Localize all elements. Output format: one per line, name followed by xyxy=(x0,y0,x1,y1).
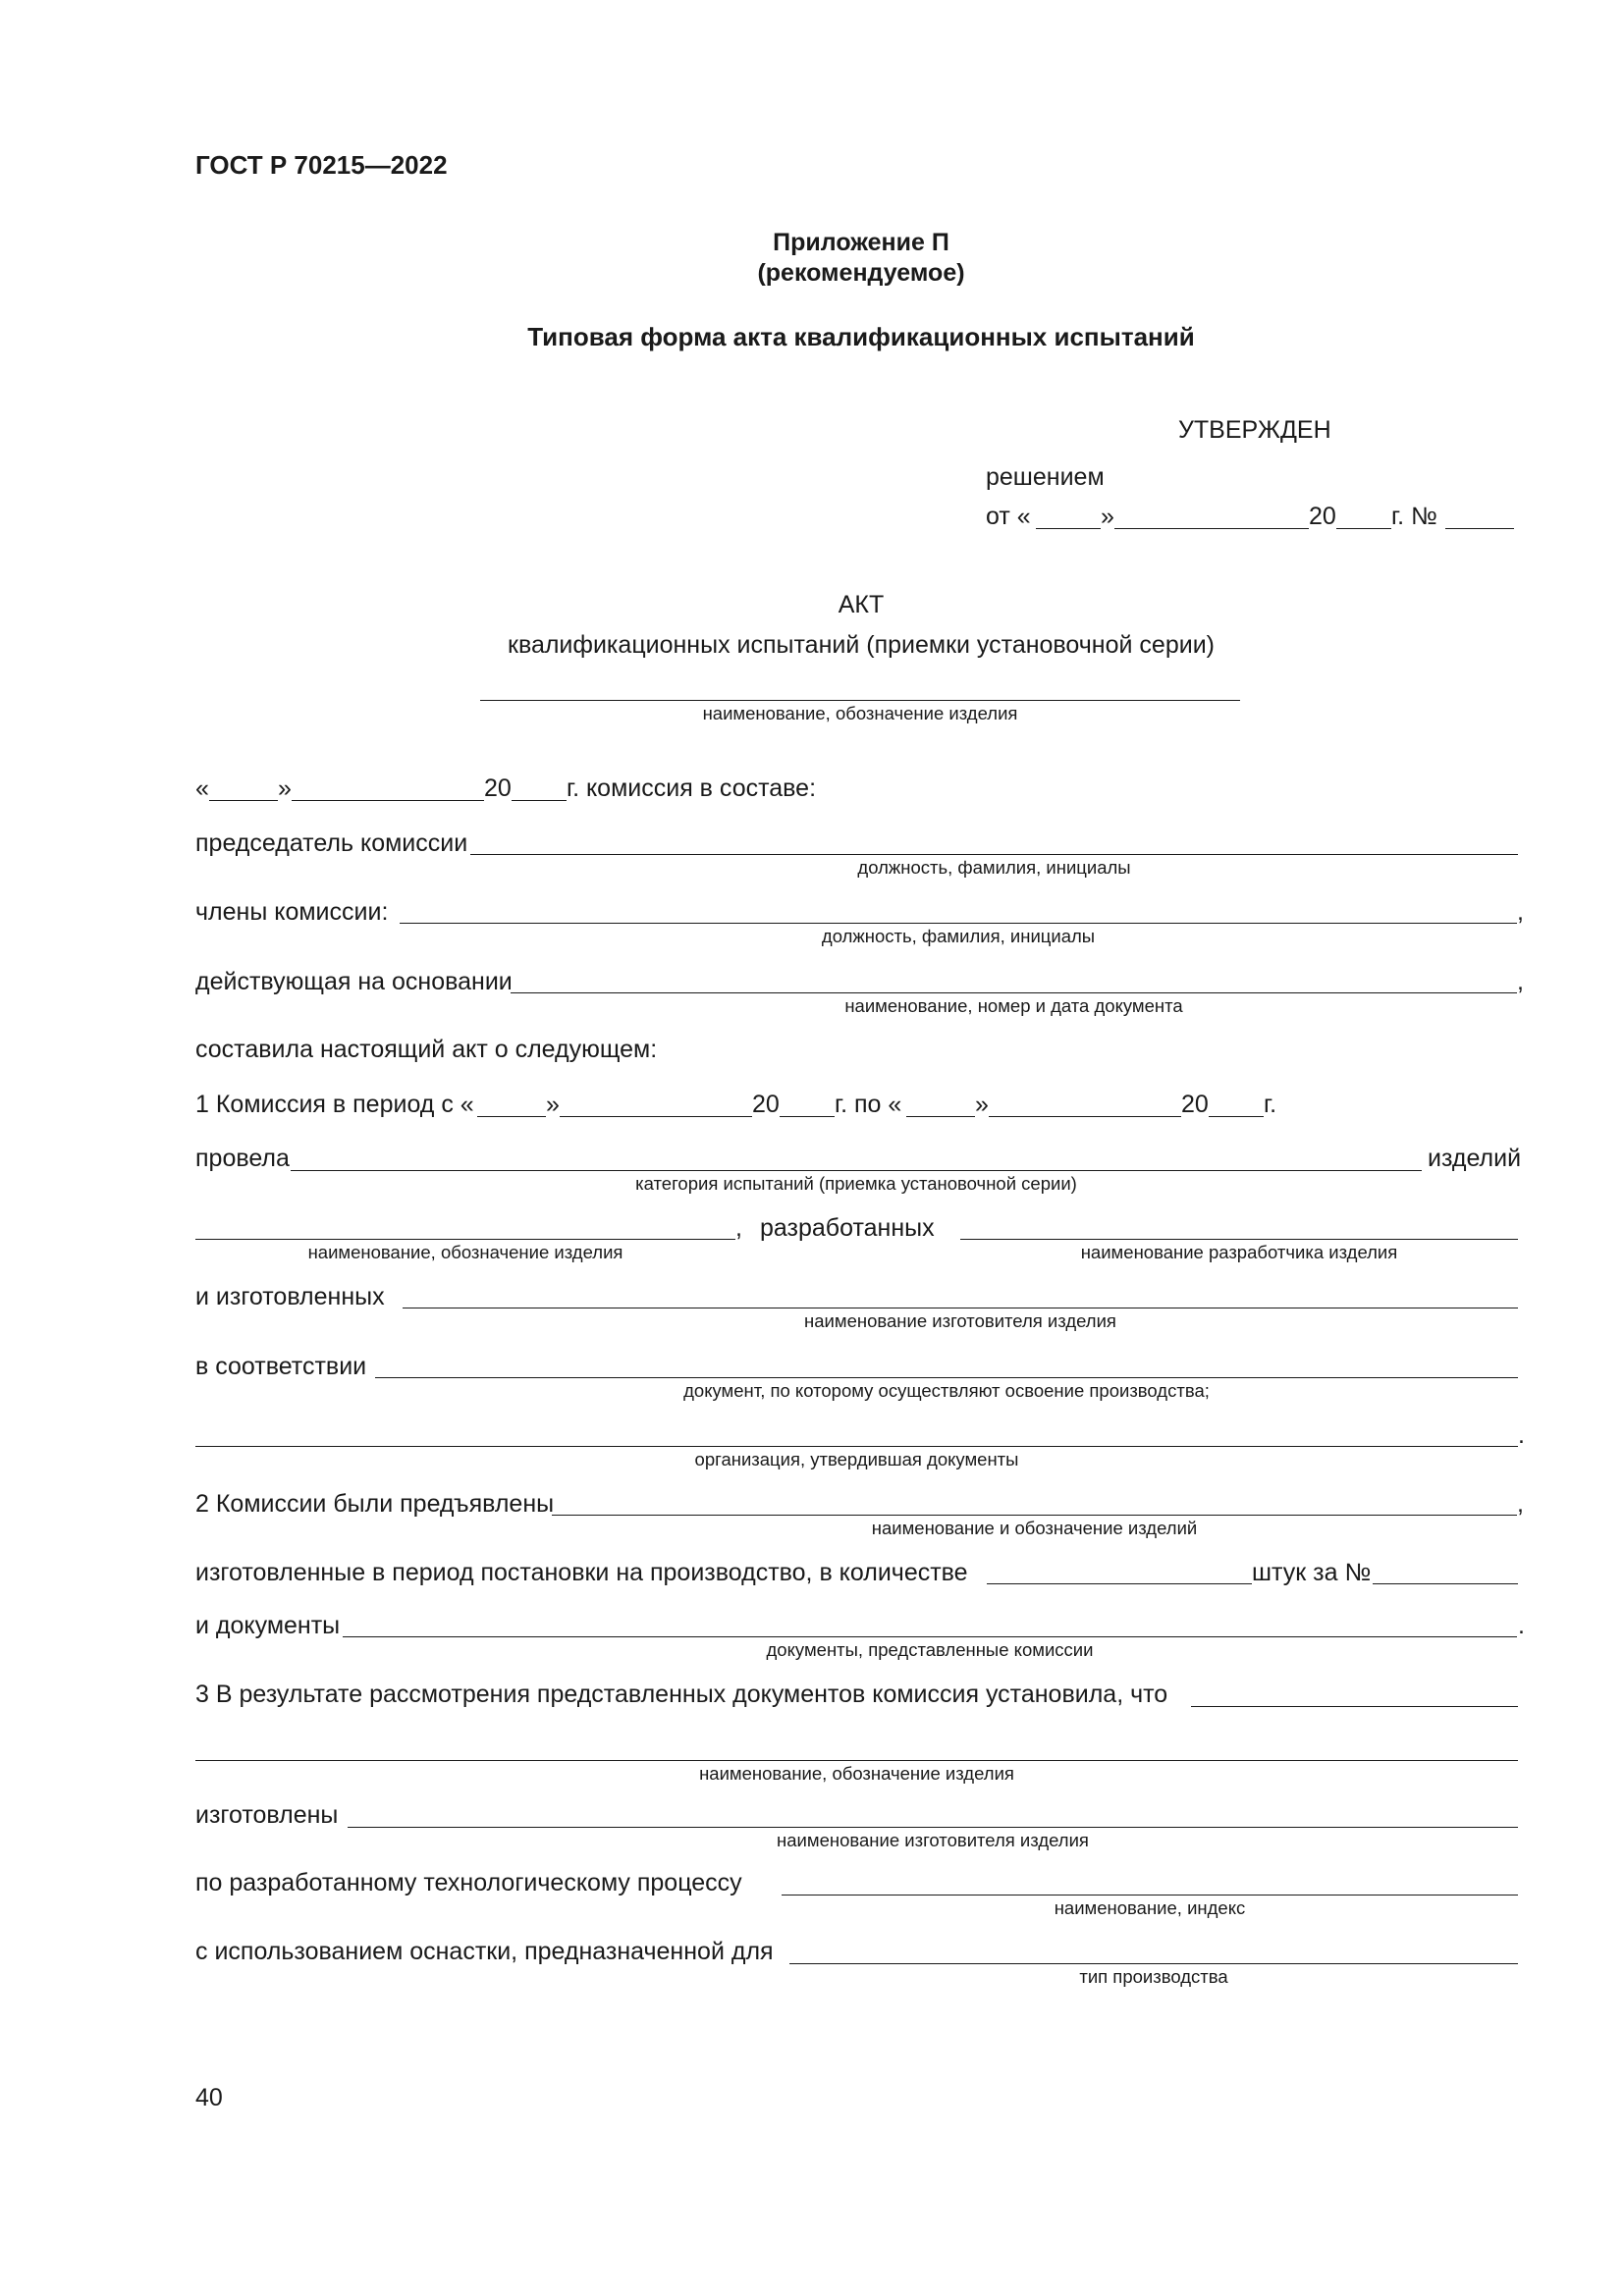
page-number: 40 xyxy=(195,2084,223,2111)
developer-hint: наименование разработчика изделия xyxy=(1080,1242,1398,1262)
p2-comma: , xyxy=(1517,1490,1524,1518)
developer-field[interactable] xyxy=(960,1239,1518,1240)
p1-close1: » xyxy=(546,1091,560,1118)
p2-hint: наименование и обозначение изделий xyxy=(871,1518,1198,1538)
quantity-field[interactable] xyxy=(987,1583,1252,1584)
act-title: АКТ xyxy=(838,591,885,618)
appendix-status: (рекомендуемое) xyxy=(757,259,965,287)
tooling-field[interactable] xyxy=(789,1963,1518,1964)
p1-end: г. xyxy=(1264,1091,1277,1118)
members-hint: должность, фамилия, инициалы xyxy=(821,926,1096,946)
intro-day-field[interactable] xyxy=(209,800,278,801)
accordance-label: в соответствии xyxy=(195,1353,367,1380)
p1-month1-field[interactable] xyxy=(560,1116,752,1117)
approval-number-label: г. № xyxy=(1391,503,1437,530)
process-field[interactable] xyxy=(782,1895,1518,1896)
appendix-title: Приложение П xyxy=(773,229,949,256)
p1-close2: » xyxy=(975,1091,989,1118)
p3-hint: наименование, обозначение изделия xyxy=(699,1763,1014,1784)
document-hint: документ, по которому осуществляют освоение производства; xyxy=(683,1380,1210,1401)
organization-field[interactable] xyxy=(195,1446,1518,1447)
basis-field[interactable] xyxy=(511,992,1517,993)
process-label: по разработанному технологическому процессу xyxy=(195,1869,742,1896)
p1-start: 1 Комиссия в период с « xyxy=(195,1091,474,1118)
docs-field[interactable] xyxy=(343,1636,1517,1637)
p1-day1-field[interactable] xyxy=(477,1116,546,1117)
intro-date-open: « xyxy=(195,774,209,802)
chairman-label: председатель комиссии xyxy=(195,829,468,857)
manufactured-label: и изготовленных xyxy=(195,1283,385,1310)
approval-day-field[interactable] xyxy=(1036,528,1101,529)
basis-comma: , xyxy=(1517,968,1524,995)
p1-month2-field[interactable] xyxy=(989,1116,1181,1117)
p1-year2-field[interactable] xyxy=(1209,1116,1264,1117)
made-field[interactable] xyxy=(348,1827,1518,1828)
made-hint: наименование изготовителя изделия xyxy=(777,1830,1089,1850)
decision-label: решением xyxy=(986,463,1105,491)
organization-dot: . xyxy=(1518,1421,1525,1449)
organization-hint: организация, утвердившая документы xyxy=(694,1449,1019,1469)
intro-year-prefix: 20 xyxy=(484,774,512,802)
intro-tail: г. комиссия в составе: xyxy=(567,774,817,802)
made-label: изготовлены xyxy=(195,1801,339,1829)
p1-year1-prefix: 20 xyxy=(752,1091,780,1118)
chairman-hint: должность, фамилия, инициалы xyxy=(857,857,1131,878)
docs-dot: . xyxy=(1518,1612,1525,1639)
category-hint: категория испытаний (приемка установочной серии) xyxy=(635,1173,1077,1194)
p1-mid: г. по « xyxy=(835,1091,902,1118)
product-field[interactable] xyxy=(195,1239,735,1240)
standard-designation: ГОСТ Р 70215—2022 xyxy=(195,150,448,180)
act-product-field[interactable] xyxy=(480,700,1240,701)
product-hint: наименование, обозначение изделия xyxy=(307,1242,623,1262)
document-field[interactable] xyxy=(375,1377,1518,1378)
p2-field[interactable] xyxy=(552,1515,1517,1516)
and-docs-label: и документы xyxy=(195,1612,341,1639)
tooling-label: с использованием оснастки, предназначенной для xyxy=(195,1938,774,1965)
approval-number-field[interactable] xyxy=(1445,528,1514,529)
p3-product-field[interactable] xyxy=(195,1760,1518,1761)
intro-date-close: » xyxy=(278,774,292,802)
category-field[interactable] xyxy=(291,1170,1422,1171)
form-title: Типовая форма акта квалификационных испытаний xyxy=(527,322,1195,351)
approval-month-field[interactable] xyxy=(1114,528,1309,529)
p1-year1-field[interactable] xyxy=(780,1116,835,1117)
developed-label: разработанных xyxy=(760,1214,935,1242)
intro-month-field[interactable] xyxy=(292,800,484,801)
p2-label: 2 Комиссии были предъявлены xyxy=(195,1490,555,1518)
p3-field[interactable] xyxy=(1191,1706,1518,1707)
members-comma: , xyxy=(1517,898,1524,926)
docs-hint: документы, представленные комиссии xyxy=(766,1639,1094,1660)
items-label: изделий xyxy=(1428,1145,1522,1172)
made-in-period-label: изготовленные в период постановки на производство, в количестве xyxy=(195,1559,968,1586)
act-subtitle: квалификационных испытаний (приемки установочной серии) xyxy=(508,631,1215,659)
conducted-label: провела xyxy=(195,1145,290,1172)
p3-label: 3 В результате рассмотрения представленных документов комиссия установила, что xyxy=(195,1681,1168,1708)
approval-year-field[interactable] xyxy=(1336,528,1391,529)
approval-year-prefix: 20 xyxy=(1309,503,1336,530)
tooling-hint: тип производства xyxy=(1079,1966,1228,1987)
pcs-for-label: штук за № xyxy=(1252,1559,1372,1586)
manufacturer-hint: наименование изготовителя изделия xyxy=(804,1310,1116,1331)
members-field[interactable] xyxy=(400,923,1517,924)
basis-hint: наименование, номер и дата документа xyxy=(844,995,1183,1016)
process-hint: наименование, индекс xyxy=(1054,1897,1246,1918)
approval-date-prefix: от « xyxy=(986,503,1031,530)
chairman-field[interactable] xyxy=(470,854,1518,855)
approval-quote-close: » xyxy=(1101,503,1114,530)
basis-label: действующая на основании xyxy=(195,968,513,995)
p1-year2-prefix: 20 xyxy=(1181,1091,1209,1118)
members-label: члены комиссии: xyxy=(195,898,389,926)
intro-year-field[interactable] xyxy=(512,800,567,801)
product-comma: , xyxy=(735,1214,742,1242)
batch-number-field[interactable] xyxy=(1373,1583,1518,1584)
p1-day2-field[interactable] xyxy=(906,1116,975,1117)
approved-label: УТВЕРЖДЕН xyxy=(1178,416,1331,444)
act-product-hint: наименование, обозначение изделия xyxy=(702,703,1018,723)
compiled-statement: составила настоящий акт о следующем: xyxy=(195,1036,658,1063)
